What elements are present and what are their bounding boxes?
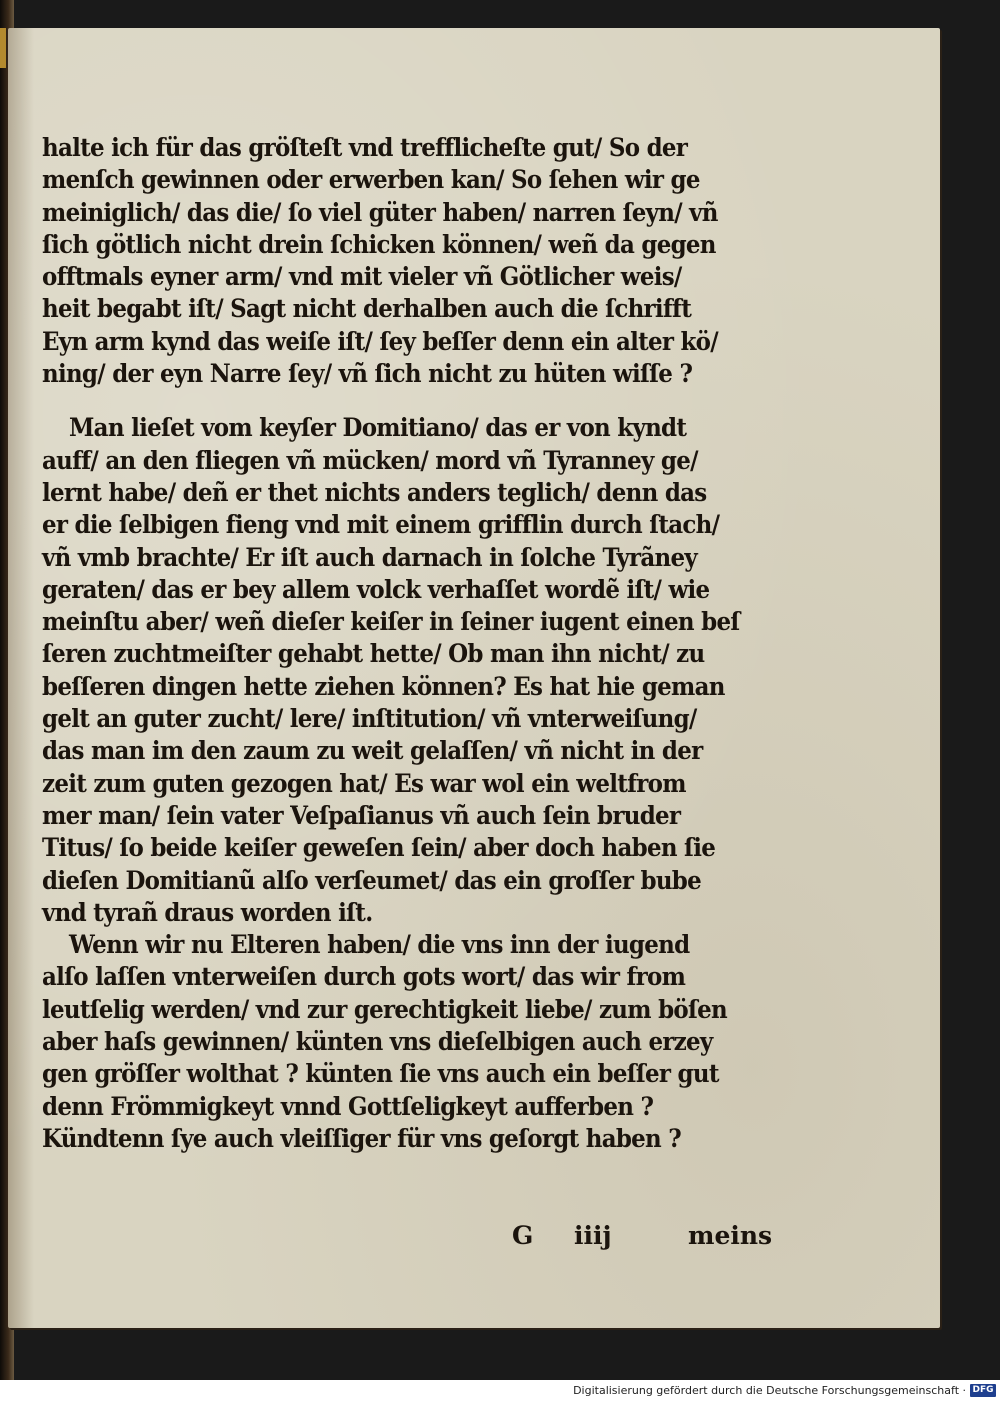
text-line: alſo laſſen vnterweiſen durch gots wort/ das wir from <box>42 962 686 993</box>
text-line: geraten/ das er bey allem volck verhaſſet wordẽ iſt/ wie <box>42 574 710 605</box>
text-line: ſeren zuchtmeiſter gehabt hette/ Ob man ihn nicht/ zu <box>42 639 705 670</box>
text-line: Kündtenn ſye auch vleiſſiger für vns geſorgt haben ? <box>42 1123 682 1154</box>
page-footer <box>8 1221 948 1255</box>
text-line: gelt an guter zucht/ lere/ inſtitution/ vñ vnterweiſung/ <box>42 704 697 735</box>
text-line: Titus/ ſo beide keiſer geweſen ſein/ aber doch haben ſie <box>42 833 716 864</box>
text-line: ning/ der eyn Narre ſey/ vñ ſich nicht zu hüten wiſſe ? <box>42 359 693 390</box>
text-line: mer man/ ſein vater Veſpaſianus vñ auch ſein bruder <box>42 800 681 831</box>
page-text <box>42 132 740 1155</box>
paragraph-3 <box>42 929 727 1155</box>
text-line: vñ vmb brachte/ Er iſt auch darnach in ſolche Tyrãney <box>42 542 697 573</box>
gold-edge-mark <box>0 28 6 68</box>
signature-mark: G <box>512 1221 534 1250</box>
text-line: lernt habe/ deñ er thet nichts anders teglich/ denn das <box>42 477 707 508</box>
paragraph-2 <box>42 412 740 929</box>
text-line: vnd tyrañ draus worden iſt. <box>42 897 373 928</box>
text-line: aber haſs gewinnen/ künten vns dieſelbigen auch erzey <box>42 1027 713 1058</box>
text-line: meinſtu aber/ weñ dieſer keiſer in ſeiner iugent einen beſ <box>42 607 740 638</box>
paragraph-gap <box>42 390 708 412</box>
text-line: beſſeren dingen hette ziehen können? Es hat hie geman <box>42 671 725 702</box>
text-line: das man im den zaum zu weit gelaſſen/ vñ nicht in der <box>42 736 703 767</box>
funding-credit: Digitalisierung gefördert durch die Deutsche Forschungsgemeinschaft · <box>573 1384 966 1397</box>
dfg-logo-icon[interactable]: DFG <box>970 1384 996 1397</box>
text-line: er die ſelbigen fieng vnd mit einem grifflin durch ſtach/ <box>42 510 720 541</box>
text-line: heit begabt iſt/ Sagt nicht derhalben auch die ſchrifft <box>42 294 692 325</box>
text-line: menſch gewinnen oder erwerben kan/ So ſehen wir ge <box>42 165 700 196</box>
text-line: Man lieſet vom keyſer Domitiano/ das er von kyndt <box>69 413 687 444</box>
catchword: meins <box>688 1221 773 1250</box>
text-line: meiniglich/ das die/ ſo viel güter haben/ narren ſeyn/ vñ <box>42 197 718 228</box>
text-line: denn Frömmigkeyt vnnd Gottſeligkeyt aufferben ? <box>42 1091 654 1122</box>
text-line: Eyn arm kynd das weiſe iſt/ ſey beſſer denn ein alter kö/ <box>42 326 718 357</box>
text-line: leutſelig werden/ vnd zur gerechtigkeit liebe/ zum böſen <box>42 994 727 1025</box>
signature-number: iiij <box>574 1221 612 1250</box>
text-line: zeit zum guten gezogen hat/ Es war wol ein weltfrom <box>42 768 686 799</box>
text-line: gen gröſſer wolthat ? künten ſie vns auch ein beſſer gut <box>42 1059 719 1090</box>
text-line: Wenn wir nu Elteren haben/ die vns inn der iugend <box>69 930 690 961</box>
text-line: auff/ an den fliegen vñ mücken/ mord vñ Tyranney ge/ <box>42 445 698 476</box>
paragraph-1 <box>42 132 718 390</box>
text-line: halte ich für das gröſteſt vnd trefflicheſte gut/ So der <box>42 133 688 163</box>
book-page <box>8 28 940 1328</box>
credit-bar <box>0 1380 1000 1403</box>
text-line: dieſen Domitianũ alſo verſeumet/ das ein groſſer bube <box>42 865 702 896</box>
text-line: ſich götlich nicht drein ſchicken können/ weñ da gegen <box>42 229 716 260</box>
text-line: offtmals eyner arm/ vnd mit vieler vñ Götlicher weis/ <box>42 262 682 293</box>
